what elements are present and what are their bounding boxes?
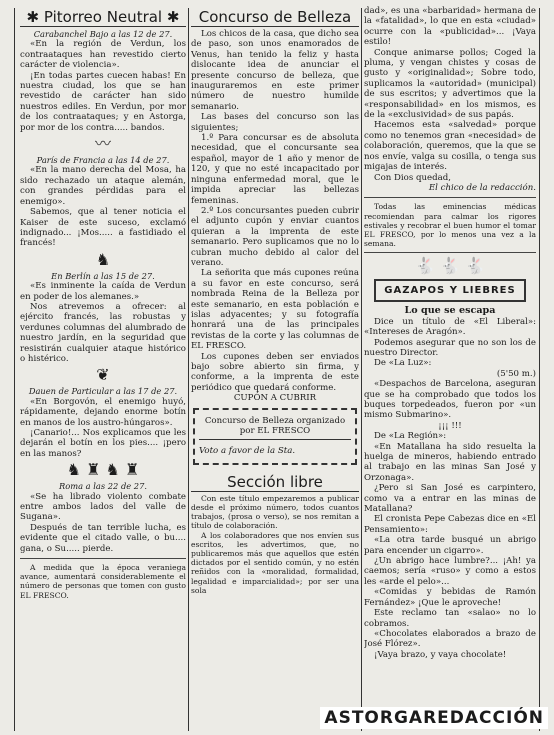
dateline: Carabanchel Bajo a las 12 de 27. <box>33 29 173 39</box>
paragraph: Con Dios quedad, <box>374 172 451 183</box>
rabbit-icon: 🐇 🐇 🐇 <box>415 256 485 276</box>
pig-icon: ❦ <box>96 365 110 385</box>
paragraph: Después de tan terrible lucha, es evidente que el citado valle, o bu.... gana, o Su..... pierde. <box>20 522 186 554</box>
coupon-rule <box>199 439 351 440</box>
paragraph: Las bases del concurso son las siguientes; <box>191 112 359 133</box>
paragraph: dad», es una «barbaridad» hermana de la «fatalidad», lo que en esta «ciudad» ocurre con la «publicidad»... ¡Vaya estilo! <box>364 6 536 48</box>
paragraph: «Comidas y bebidas de Ramón Fernández» ¡Que le aproveche! <box>364 587 536 608</box>
column-concurso <box>191 0 359 735</box>
paragraph: ¡¡¡ !!! <box>438 420 462 431</box>
paragraph: A los colaboradores que nos envíen sus escritos, les advertimos, que, no publicaremos más que aquellos que estén dictados por el sentido común, y no estén reñidos con la «moralidad, formalidad, legalidad e imparcialidad»; por ser una sola <box>191 530 359 595</box>
paragraph: Conque animarse pollos; Coged la pluma, y vengan chistes y cosas de gusto y «originalidad»; Sobre todo, suplicamos la «autoridad» (municipal) de sus escritos; y advertimos que la «responsabilidad» en los mismos, es de la «exclusividad» de sus papás. <box>364 47 536 121</box>
subheading: Lo que se escapa <box>404 305 496 317</box>
paragraph: ¡Canario!... Nos explicamos que les dejarán el botín en los pies.... ¡pero en las manos? <box>20 428 186 459</box>
signature: El chico de la redacción. <box>428 182 536 193</box>
dateline: En Berlín a las 15 de 27. <box>51 270 155 281</box>
paragraph: Nos atrevemos a ofrecer: al ejército francés, las robustas y verdunes columnas del alumbrado de nuestro jardín, en la seguridad que resistirán cualquier ataque histórico o histérico. <box>20 301 186 364</box>
coupon-title: CUPÓN A CUBRIR <box>233 393 317 404</box>
paragraph: «Despachos de Barcelona, aseguran que se ha comprobado que todos los buques torpedeados, fueron por «un mismo Submarino». <box>364 379 536 421</box>
rider-icon: ♞ <box>95 249 111 269</box>
pitorreo-header <box>20 8 186 27</box>
gazapos-banner: GAZAPOS Y LIEBRES <box>374 279 526 302</box>
paragraph: El cronista Pepe Cabezas dice en «El Pensamiento»: <box>364 514 536 535</box>
column-rule <box>14 8 15 731</box>
paragraph: «Es inminente la caída de Verdun en poder de los alemanes.» <box>20 281 186 302</box>
bug-icon: ✱ <box>26 8 40 26</box>
pitorreo-title: Pitorreo Neutral <box>43 8 163 26</box>
paragraph: «Chocolates elaborados a brazo de José Flórez». <box>364 628 536 650</box>
watermark: ASTORGAREDACCIÓN <box>320 707 548 729</box>
concurso-header: Concurso de Belleza <box>191 8 359 27</box>
column-rule <box>361 8 362 731</box>
paragraph: Este reclamo tan «salao» no lo cobramos. <box>364 608 536 629</box>
column-gazapos <box>364 0 536 735</box>
paragraph: Los chicos de la casa, que dicho sea de paso, son unos enamorados de Venus, han tenido la feliz y hasta dislocante idea de anunciar el presente concurso de belleza, que inauguraremos en este primer número de nuestro humilde semanario. <box>191 29 359 112</box>
paragraph: Podemos asegurar que no son los de nuestro Director. <box>364 337 536 358</box>
coupon-box[interactable] <box>193 408 357 465</box>
paragraph: De «La Región»: <box>374 431 447 442</box>
paragraph: Los cupones deben ser enviados bajo sobre abierto sin firma, y conforme, a la imprenta de este periódico que quedará conforme. <box>191 351 359 393</box>
paragraph: «En la región de Verdun, los contraataques han revestido cierto carácter de violencia». <box>20 39 186 71</box>
paragraph: Hacemos esta «salvedad» porque como no tenemos gran «necesidad» de colaboración, queremos, que la que se nos envíe, valga su cosilla, o tenga sus migajas de interés. <box>364 120 536 173</box>
paragraph: ¡En todas partes cuecen habas! En nuestra ciudad, los que se han revestido de carácter han sido nuestros ediles. En Verdun, por mor de los contraataques; y en Astorga, por mor de los contra..... bandos. <box>20 70 186 133</box>
bat-icon: 〰 <box>94 134 111 154</box>
paragraph: «En Borgovón, el enemigo huyó, rápidamente, dejando enorme botín en manos de los austro-húngaros». <box>20 396 186 428</box>
divider <box>364 252 536 253</box>
paragraph: Dice un título de «El Liberal»: «Intereses de Aragón». <box>364 316 536 338</box>
paragraph: (5'50 m.) <box>496 368 536 379</box>
dateline: París de Francia a las 14 de 27. <box>36 155 170 166</box>
dateline: Roma a las 22 de 27. <box>58 481 148 492</box>
column-rule <box>188 8 189 731</box>
paragraph: ¡Vaya brazo, y vaya chocolate! <box>374 649 507 660</box>
paragraph: Con este título empezaremos a publicar desde el próximo número, todos cuantos trabajos, (prosa o verso), se nos remitan a título de colaboración. <box>191 493 359 531</box>
animal-row-icon: ♞ ♜ ♞ ♜ <box>66 460 140 480</box>
paragraph: La señorita que más cupones reúna a su favor en este concurso, será nombrada Reina de la Belleza por este semanario, en esta población e islas adyacentes; y su fotografía honrará una de las principales revistas de la corte y las columnas de EL FRESCO. <box>191 268 359 352</box>
paragraph: Sabemos, que al tener noticia el Kaiser de este suceso, exclamó indignado... ¡Mos..... a fastidiado el francés! <box>20 207 186 249</box>
divider <box>20 558 186 559</box>
paragraph: ¿Pero si San José es carpintero, como va a entrar en las minas de Matallana? <box>364 483 536 515</box>
column-pitorreo <box>20 0 186 735</box>
paragraph: «En Matallana ha sido resuelta la huelga de mineros, habiendo entrado al trabajo en las minas San José y Orzonaga». <box>364 441 536 483</box>
coupon-line1: Concurso de Belleza organizado por EL FRESCO <box>204 415 346 437</box>
notice: A medida que la época veraniega avance, aumentará considerablemente el número de personas que tomen con gusto EL FRESCO. <box>20 563 186 600</box>
dateline: Dauen de Particular a las 17 de 27. <box>28 386 178 397</box>
paragraph: ¿Un abrigo hace lumbre?... ¡Ah! ya caemos; sería «ruso» y como a estos les «arde el pelo»... <box>364 556 536 587</box>
coupon-line2: Voto a favor de la Sta. <box>199 446 296 457</box>
paragraph: 2.º Los concursantes pueden cubrir el adjunto cupón y enviar cuantos quieran a la imprenta de este semanario. Pero suplicamos que no lo cubran mucho debido al calor del verano. <box>191 205 359 268</box>
column-rule <box>539 8 540 731</box>
paragraph: «La otra tarde busqué un abrigo para encender un cigarro». <box>364 535 536 556</box>
paragraph: 1.º Para concursar es de absoluta necesidad, que el concursante sea español, mayor de 1 año y menor de 120, y que no esté incapacitado por ninguna enfermedad moral, que le impida apreciar las bellezas femeninas. <box>191 133 359 206</box>
paragraph: «En la mano derecha del Mosa, ha sido rechazado un ataque alemán, con grandes pérdidas para el enemigo». <box>20 165 186 207</box>
seccion-header: Sección libre <box>191 473 359 492</box>
bug-icon: ✱ <box>166 8 180 26</box>
divider <box>364 197 536 198</box>
paragraph: «Se ha librado violento combate entre ambos lados del valle de Sugana». <box>20 491 186 523</box>
notice: Todas las eminencias médicas recomiendan para calmar los rigores estivales y recobrar el buen humor el tomar EL FRESCO, por lo menos una vez a la semana. <box>364 202 536 249</box>
paragraph: De «La Luz»: <box>374 358 432 369</box>
